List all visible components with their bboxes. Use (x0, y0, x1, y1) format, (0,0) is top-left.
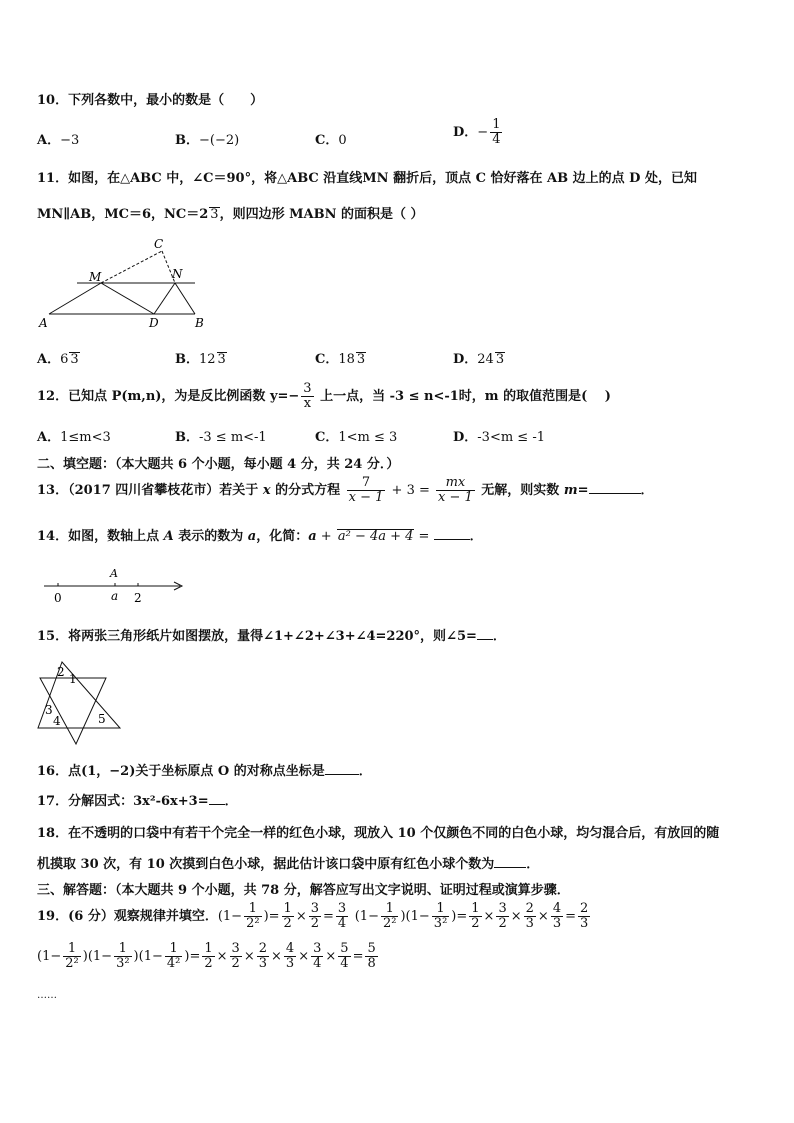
q10-option-a: A．−3 (37, 133, 80, 148)
q11-triangle-figure (37, 236, 207, 332)
q17-stem: 17．分解因式：3x²-6x+3= ． (37, 794, 238, 809)
q15-answer-blank[interactable] (477, 627, 493, 640)
angle-label-3: 3 (45, 703, 53, 717)
q13-stem: 13．（2017 四川省攀枝花市）若关于 x 的分式方程 $\frac{7}{x - 1}$ + 3 = $\frac{mx}{x - 1}$ 无解，则实数 m= ． (37, 475, 654, 505)
q18-answer-blank[interactable] (494, 855, 526, 868)
q10-option-c: C．0 (315, 133, 347, 148)
q11-stem-line1: 11．如图，在△ABC 中，∠C＝90°，将△ABC 沿直线MN 翻折后，顶点 C 恰好落在 AB 边上的点 D 处，已知 (37, 171, 697, 186)
q12-option-b: B．-3 ≤ m<-1 (175, 430, 267, 445)
label-b: B (195, 316, 204, 330)
q11-option-d: D．24 3 (453, 352, 505, 367)
q14-answer-blank[interactable] (434, 527, 470, 540)
q11-option-c: C．18 3 (315, 352, 366, 367)
q15-stem: 15．将两张三角形纸片如图摆放，量得∠1+∠2+∠3+∠4=220°，则∠5= ． (37, 629, 506, 644)
label-c: C (154, 237, 164, 251)
q12-option-c: C．1<m ≤ 3 (315, 430, 398, 445)
q19-line2: (1− $\frac{1}{\text{2²}}$ )(1− $\frac{1}{\text{3²}}$ )(1− $\frac{1}{\text{4²}}$ )= $\frac{1}{2}$ × $\frac{3}{2}$ × $\frac{2}{3}$ × $\frac{4}{3}$ × $\frac{3}{4}$ × $\frac{5}{4}$ = $\frac{5}{8}$ (37, 941, 376, 971)
q14-number-line (40, 566, 190, 606)
q10-stem: 10．下列各数中，最小的数是（ ） (37, 93, 264, 108)
q16-answer-blank[interactable] (325, 762, 359, 775)
q11-stem-line2: MN∥AB，MC＝6，NC＝2 3，则四边形 MABN 的面积是（ ） (37, 207, 424, 222)
label-d: D (149, 316, 159, 330)
q13-answer-blank[interactable] (589, 481, 641, 494)
q12-option-a: A．1≤m<3 (37, 430, 111, 445)
angle-label-4: 4 (53, 714, 61, 728)
angle-label-1: 1 (69, 672, 77, 686)
q10-option-d: D．− $\frac{1}{4}$ (453, 117, 501, 147)
q10-option-b: B．−(−2) (175, 133, 240, 148)
q18-stem-line1: 18．在不透明的口袋中有若干个完全一样的红色小球，现放入 10 个仅颜色不同的白色小球，均匀混合后，有放回的随 (37, 826, 720, 841)
section-3-heading: 三、解答题：（本大题共 9 个小题，共 78 分，解答应写出文字说明、证明过程或演算步骤． (37, 883, 570, 898)
angle-label-5: 5 (98, 712, 106, 726)
q11-option-b: B．12 3 (175, 352, 226, 367)
axis-two: 2 (134, 591, 142, 605)
q19-ellipsis: …… (37, 990, 57, 1001)
label-m: M (89, 270, 102, 284)
angle-label-2: 2 (57, 665, 65, 679)
q17-answer-blank[interactable] (209, 792, 225, 805)
q11-option-a: A．6 3 (37, 352, 79, 367)
section-2-heading: 二、填空题：（本大题共 6 个小题，每小题 4 分，共 24 分．） (37, 457, 400, 472)
label-n: N (172, 267, 183, 281)
axis-a: a (111, 589, 119, 603)
q18-stem-line2: 机摸取 30 次，有 10 次摸到白色小球，据此估计该口袋中原有红色小球个数为 ． (37, 857, 540, 872)
q16-stem: 16．点(1，−2)关于坐标原点 O 的对称点坐标是 ． (37, 764, 372, 779)
axis-point-a: A (110, 567, 118, 580)
label-a: A (39, 316, 48, 330)
q14-stem: 14．如图，数轴上点 A 表示的数为 a，化简：a + a² − 4a + 4 = ． (37, 529, 483, 544)
axis-zero: 0 (54, 591, 62, 605)
q12-option-d: D．-3<m ≤ -1 (453, 430, 545, 445)
q19-line1: 19．(6 分）观察规律并填空．(1− $\frac{1}{\text{2²}}$ )= $\frac{1}{2}$ × $\frac{3}{2}$ = $\frac{3}{4}$ (1− $\frac{1}{\text{2²}}$ )(1− $\frac{1}{\text{3²}}$ )= $\frac{1}{2}$ × $\frac{3}{2}$ × $\frac{2}{3}$ × $\frac{4}{3}$ = $\frac{2}{3}$ (37, 901, 589, 931)
q15-triangles-figure (36, 655, 126, 747)
q12-stem: 12．已知点 P(m,n)，为是反比例函数 y=− $\frac{3}{x}$ 上一点，当 -3 ≤ n<-1时，m 的取值范围是( ) (37, 381, 611, 411)
